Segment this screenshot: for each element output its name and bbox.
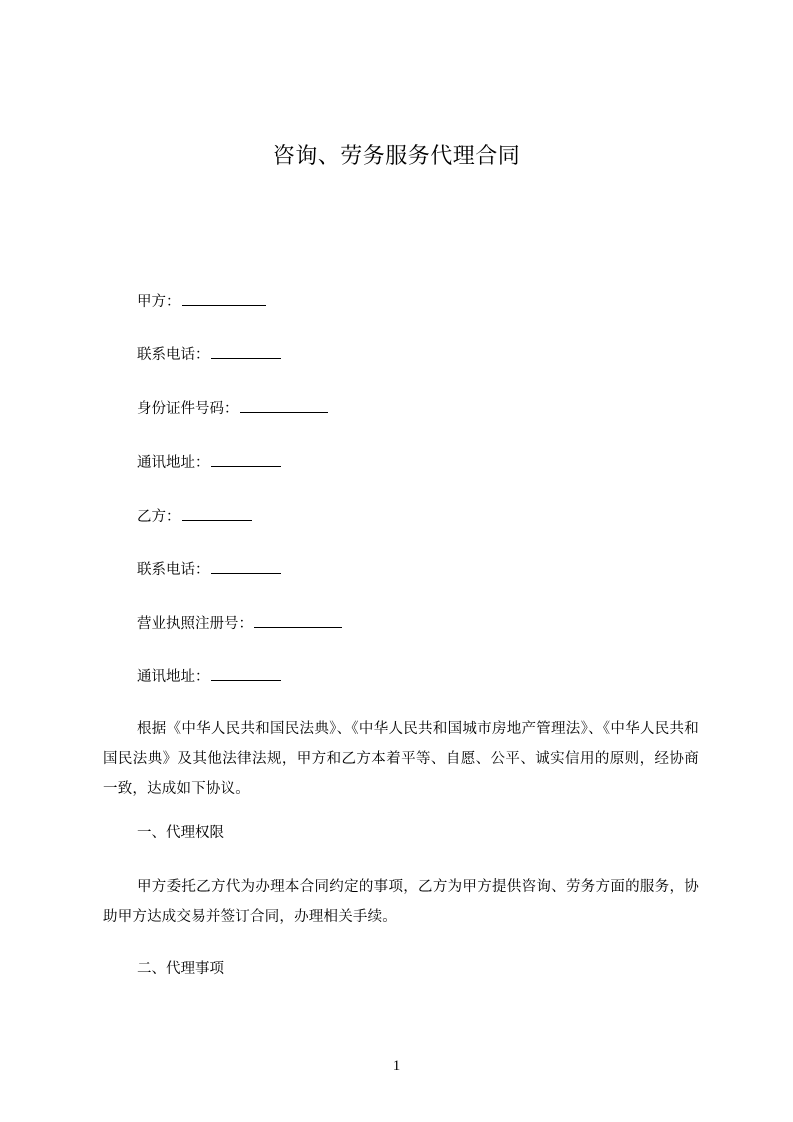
section1-paragraph: 甲方委托乙方代为办理本合同约定的事项，乙方为甲方提供咨询、劳务方面的服务，协助甲方达成交易并签订合同，办理相关手续。: [103, 879, 699, 925]
party-a-address-label: 通讯地址：: [137, 455, 210, 471]
party-b-phone-label: 联系电话：: [137, 562, 210, 578]
party-b-phone-field: [137, 559, 281, 580]
party-b-address-field: [137, 666, 281, 687]
party-a-id-blank[interactable]: [240, 398, 328, 413]
preamble-paragraph: 根据《中华人民共和国民法典》、《中华人民共和国城市房地产管理法》、《中华人民共和国民法典》及其他法律法规，甲方和乙方本着平等、自愿、公平、诚实信用的原则，经协商一致，达成如下协议。: [103, 721, 699, 797]
page-number: 1: [392, 1058, 401, 1074]
party-a-phone-blank[interactable]: [211, 344, 281, 359]
party-b-address-blank[interactable]: [211, 666, 281, 681]
party-a-id-label: 身份证件号码：: [137, 401, 239, 417]
party-a-name-label: 甲方：: [137, 294, 181, 310]
party-a-address-blank[interactable]: [211, 452, 281, 467]
section2-heading: 二、代理事项: [137, 961, 224, 977]
party-b-license-label: 营业执照注册号：: [137, 616, 253, 632]
party-a-name-blank[interactable]: [182, 291, 266, 306]
party-b-name-field: [137, 506, 252, 527]
party-b-name-label: 乙方：: [137, 509, 181, 525]
party-a-phone-label: 联系电话：: [137, 347, 210, 363]
party-b-address-label: 通讯地址：: [137, 669, 210, 685]
party-b-phone-blank[interactable]: [211, 559, 281, 574]
party-b-license-field: [137, 613, 342, 634]
party-b-name-blank[interactable]: [182, 506, 252, 521]
party-b-license-blank[interactable]: [254, 613, 342, 628]
document-title: 咨询、劳务服务代理合同: [272, 144, 521, 169]
party-a-address-field: [137, 452, 281, 473]
party-a-phone-field: [137, 344, 281, 365]
party-a-name-field: [137, 291, 266, 312]
section1-heading: 一、代理权限: [137, 825, 224, 841]
party-a-id-field: [137, 398, 328, 419]
